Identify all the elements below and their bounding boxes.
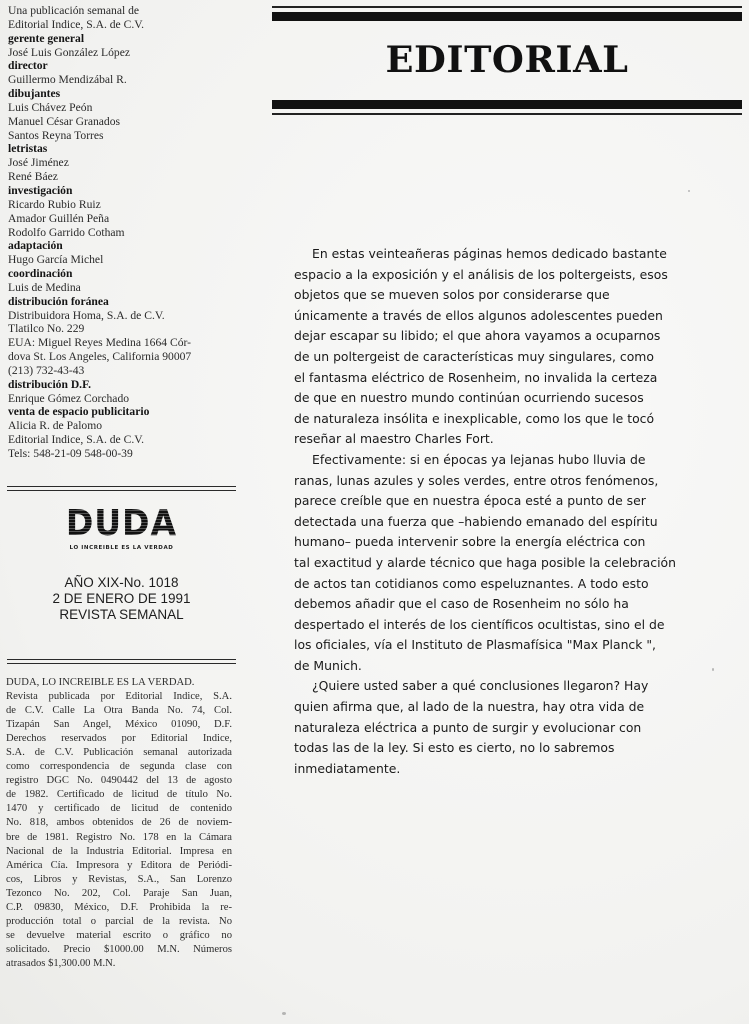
- credit-name: Tels: 548-21-09 548-00-39: [8, 447, 133, 460]
- credit-role: director: [8, 59, 48, 73]
- editorial-header: [272, 6, 742, 116]
- header-rule-thin: [272, 113, 742, 115]
- article-line: de naturaleza insólita e inexplicable, como los que le tocó: [294, 410, 655, 426]
- article-line: de que en nuestro mundo continúan ocurriendo sucesos: [294, 390, 644, 406]
- legal-line: Tizapán San Angel, México 01090, D.F.: [6, 719, 232, 731]
- legal-line: cos, Libros y Revistas, S.A., San Lorenzo: [6, 873, 232, 885]
- legal-line: se devuelve material escrito o gráfico no: [6, 929, 232, 941]
- credit-role: distribución foránea: [8, 294, 109, 308]
- credit-role: dibujantes: [8, 87, 61, 101]
- article-line: reseñar al maestro Charles Fort.: [294, 431, 494, 447]
- credit-name: Manuel César Granados: [8, 114, 121, 128]
- header-rule-thin: [272, 6, 742, 8]
- credit-name: Luis de Medina: [8, 280, 81, 294]
- legal-line: No. 818, ambos obtenidos de 26 de noviem-: [6, 817, 232, 829]
- credit-name: Una publicación semanal de: [8, 4, 140, 17]
- article-line: quien afirma que, al lado de la nuestra, hay otra vida de: [294, 699, 645, 715]
- article-line: En estas veinteañeras páginas hemos dedicado bastante: [312, 246, 667, 261]
- issue-info: [7, 575, 236, 623]
- article-line: ranas, lunas azules y soles verdes, entre otros fenómenos,: [294, 472, 659, 488]
- credit-role: coordinación: [8, 267, 73, 281]
- legal-line: solicitado. Precio $1000.00 M.N. Números: [6, 943, 232, 955]
- credit-name: Santos Reyna Torres: [8, 128, 104, 142]
- credit-name: Luis Chávez Peón: [8, 100, 93, 114]
- header-rule-thick: [272, 12, 742, 21]
- header-rule-thick: [272, 100, 742, 109]
- article-line: dejar escapar su libido; el que ahora vayamos a ocuparnos: [294, 328, 661, 344]
- credit-name: José Jiménez: [8, 156, 69, 170]
- credit-name: Alicia R. de Palomo: [8, 419, 103, 433]
- article-line: únicamente a través de ellos algunos adolescentes pueden: [294, 307, 663, 323]
- legal-line: atrasados $1,300.00 M.N.: [6, 957, 116, 969]
- article-line: naturaleza eléctrica a punto de surgir y evolucionar con: [294, 719, 642, 735]
- article-line: detectada una fuerza que –habiendo emanado del espíritu: [294, 513, 658, 529]
- credit-role: distribución D.F.: [8, 377, 92, 391]
- article-paragraph: [294, 244, 714, 450]
- legal-line: DUDA, LO INCREIBLE ES LA VERDAD.: [6, 677, 195, 688]
- article-line: de Munich.: [294, 657, 362, 673]
- duda-logo: [7, 505, 236, 551]
- article-line: de actos tan cotidianos como espeluznantes. A todo esto: [294, 575, 649, 591]
- paper-speck: [282, 1012, 286, 1015]
- credit-name: Guillermo Mendizábal R.: [8, 73, 127, 87]
- credit-role: investigación: [8, 183, 73, 197]
- credit-name: dova St. Los Angeles, California 90007: [8, 350, 192, 364]
- legal-line: registro DGC No. 0490442 del 13 de agosto: [6, 775, 232, 787]
- divider-rule: [7, 659, 236, 664]
- paper-speck: [688, 190, 690, 192]
- legal-notice: [6, 676, 232, 971]
- article-line: parece creíble que en nuestra época esté a punto de ser: [294, 493, 646, 509]
- article-line: debemos añadir que el caso de Rosenheim no sólo ha: [294, 596, 629, 612]
- legal-line: de 1982. Certificado de licitud de título No.: [6, 789, 232, 801]
- article-line: los oficiales, vía el Instituto de Plasmafísica "Max Planck ",: [294, 637, 656, 653]
- article-paragraph: [294, 450, 714, 677]
- legal-line: C.P. 09830, México, D.F. Prohibida la re-: [6, 901, 232, 913]
- legal-line: de C.V. Calle La Otra Banda No. 74, Col.: [6, 705, 232, 717]
- credit-name: Editorial Indice, S.A. de C.V.: [8, 433, 144, 447]
- legal-line: bre de 1981. Registro No. 178 en la Cámara: [6, 831, 232, 843]
- editorial-article: [294, 244, 714, 779]
- legal-line: S.A. de C.V. Publicación semanal autorizada: [6, 747, 232, 759]
- article-line: humano– pueda intervenir sobre la energía eléctrica con: [294, 534, 646, 550]
- divider-rule: [7, 486, 236, 491]
- article-line: espacio a la exposición y el análisis de los poltergeists, esos: [294, 266, 668, 282]
- article-line: de un poltergeist de características muy singulares, como: [294, 348, 654, 364]
- legal-line: 1470 y certificado de licitud de contenido: [6, 803, 232, 815]
- credit-name: Amador Guillén Peña: [8, 211, 110, 225]
- masthead-credits: [8, 4, 248, 461]
- paper-speck: [712, 668, 714, 671]
- legal-line: Revista publicada por Editorial Indice, S.A.: [6, 691, 232, 703]
- credit-role: letristas: [8, 142, 48, 156]
- legal-line: Tezonco No. 202, Col. Paraje San Juan,: [6, 887, 232, 899]
- article-line: el fantasma eléctrico de Rosenheim, no invalida la certeza: [294, 369, 658, 385]
- issue-number: AÑO XIX-No. 1018: [64, 575, 179, 590]
- article-paragraph: [294, 676, 714, 779]
- credit-name: Tlatilco No. 229: [8, 322, 85, 336]
- credit-name: Hugo García Michel: [8, 253, 104, 267]
- credit-name: Ricardo Rubio Ruiz: [8, 197, 101, 211]
- issue-date: 2 DE ENERO DE 1991: [52, 591, 191, 606]
- credit-role: venta de espacio publicitario: [8, 405, 150, 419]
- credit-name: José Luis González López: [8, 45, 131, 59]
- issue-type: REVISTA SEMANAL: [59, 607, 184, 622]
- credit-name: (213) 732-43-43: [8, 363, 85, 377]
- article-line: Efectivamente: si en épocas ya lejanas hubo lluvia de: [312, 451, 646, 467]
- article-line: inmediatamente.: [294, 760, 401, 776]
- article-line: ¿Quiere usted saber a qué conclusiones llegaron? Hay: [312, 678, 649, 694]
- credit-name: Distribuidora Homa, S.A. de C.V.: [8, 308, 165, 322]
- legal-line: Nacional de la Industria Editorial. Impresa en: [6, 845, 232, 857]
- legal-line: América Cía. Impresora y Editora de Periódi-: [6, 859, 232, 871]
- legal-line: Derechos reservados por Editorial Indice,: [6, 733, 232, 745]
- legal-line: producción total o parcial de la revista. No: [6, 915, 232, 927]
- credit-name: Editorial Indice, S.A. de C.V.: [8, 17, 144, 31]
- logo-wordmark: DUDA: [65, 503, 178, 544]
- credit-name: René Báez: [8, 170, 58, 184]
- credit-name: EUA: Miguel Reyes Medina 1664 Cór-: [8, 336, 191, 350]
- article-line: todas las de la ley. Si esto es cierto, no lo sabremos: [294, 740, 615, 756]
- credit-role: adaptación: [8, 239, 63, 253]
- article-line: despertado el interés de los científicos ocultistas, sino el de: [294, 616, 665, 632]
- article-line: objetos que se mueven solos por considerarse que: [294, 287, 610, 303]
- logo-tagline: LO INCREIBLE ES LA VERDAD: [69, 545, 174, 551]
- article-line: tal exactitud y alarde técnico que haga posible la celebración: [294, 554, 676, 570]
- credit-name: Enrique Gómez Corchado: [8, 391, 130, 405]
- legal-line: como correspondencia de segunda clase con: [6, 761, 232, 773]
- editorial-title: EDITORIAL: [385, 39, 629, 81]
- credit-name: Rodolfo Garrido Cotham: [8, 225, 125, 239]
- credit-role: gerente general: [8, 31, 85, 45]
